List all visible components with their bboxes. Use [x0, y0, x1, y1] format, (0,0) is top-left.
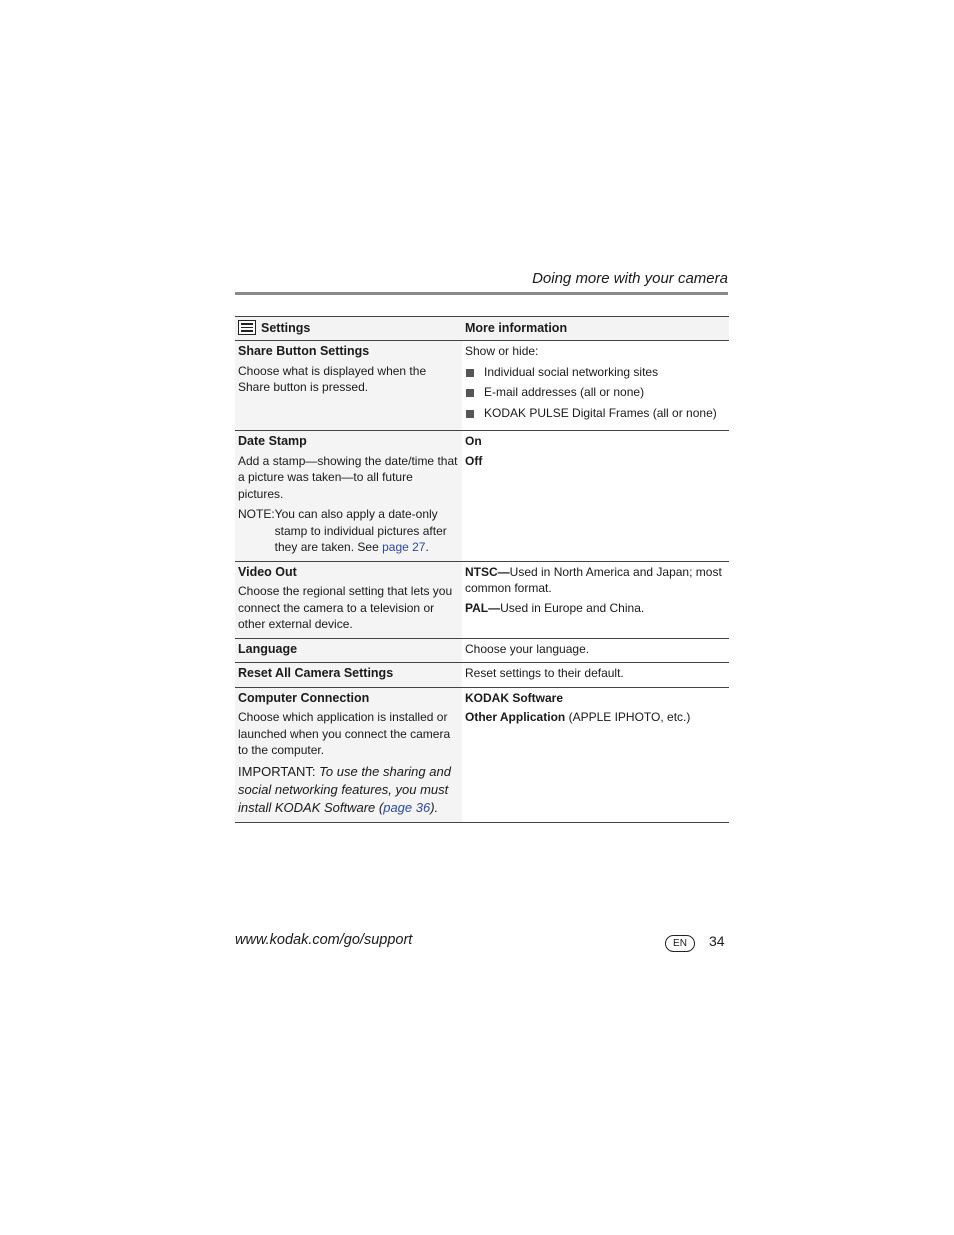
setting-cell — [235, 341, 462, 431]
option-label: PAL— — [465, 600, 501, 615]
settings-column-header — [235, 317, 462, 341]
table-row — [235, 561, 729, 638]
support-url[interactable]: www.kodak.com/go/support — [235, 932, 413, 948]
important-note — [238, 763, 459, 817]
setting-cell — [235, 561, 462, 638]
setting-cell — [235, 687, 462, 822]
note-label: NOTE: — [238, 507, 275, 521]
page-link[interactable]: page 36 — [383, 799, 431, 815]
note-end: . — [425, 540, 429, 554]
setting-title: Date Stamp — [238, 434, 307, 448]
setting-title: Video Out — [238, 564, 297, 579]
setting-description: Add a stamp—showing the date/time that a picture was taken—to all future pictures. — [238, 453, 458, 501]
table-header-row — [235, 317, 729, 341]
list-item: Individual social networking sites — [465, 364, 726, 381]
bullet-list — [465, 364, 726, 422]
setting-title: Reset All Camera Settings — [238, 666, 394, 680]
option-ntsc — [465, 564, 726, 597]
important-end: ). — [430, 799, 439, 815]
setting-title: Share Button Settings — [238, 344, 370, 358]
info-column-header: More information — [462, 317, 729, 341]
option-label: Other Application — [465, 710, 566, 724]
list-item: E-mail addresses (all or none) — [465, 384, 726, 401]
info-cell — [462, 687, 729, 822]
table-row — [235, 431, 729, 562]
important-text: To use the sharing and social networking features, you must install KODAK Software ( — [238, 763, 451, 815]
setting-description: Choose the regional setting that lets you connect the camera to a television or other external device. — [238, 584, 453, 631]
info-cell — [462, 663, 729, 688]
option-off: Off — [465, 453, 483, 468]
page-number: 34 — [709, 933, 725, 949]
setting-title: Computer Connection — [238, 690, 370, 705]
note-body — [275, 506, 459, 556]
note-text: You can also apply a date-only stamp to individual pictures after they are taken. See — [274, 507, 447, 554]
option-other-application — [465, 709, 726, 726]
page-section-title: Doing more with your camera — [532, 270, 728, 287]
settings-column-label: Settings — [261, 321, 311, 336]
language-badge: EN — [665, 935, 695, 952]
info-cell — [462, 638, 729, 663]
setting-description: Choose which application is installed or launched when you connect the camera to the computer. — [238, 710, 451, 757]
option-kodak-software: KODAK Software — [465, 690, 564, 705]
note — [238, 506, 459, 556]
settings-menu-icon — [238, 320, 256, 335]
setting-title: Language — [238, 641, 298, 656]
info-text: Choose your language. — [465, 641, 590, 656]
option-text: Used in Europe and China. — [500, 600, 645, 615]
option-on: On — [465, 434, 482, 448]
info-cell — [462, 431, 729, 562]
setting-cell — [235, 431, 462, 562]
info-cell — [462, 561, 729, 638]
settings-table — [235, 316, 729, 823]
option-text: (APPLE IPHOTO, etc.) — [568, 710, 691, 724]
info-text: Reset settings to their default. — [465, 666, 624, 680]
table-row — [235, 687, 729, 822]
info-intro: Show or hide: — [465, 344, 539, 358]
header-rule — [235, 292, 728, 295]
setting-cell — [235, 663, 462, 688]
setting-cell — [235, 638, 462, 663]
option-pal — [465, 600, 726, 617]
option-text: Used in North America and Japan; most common format. — [465, 564, 722, 595]
table-row — [235, 663, 729, 688]
setting-description: Choose what is displayed when the Share button is pressed. — [238, 363, 427, 394]
option-label: NTSC— — [465, 564, 510, 579]
info-cell — [462, 341, 729, 431]
table-row — [235, 638, 729, 663]
important-label: IMPORTANT: — [238, 763, 316, 779]
page-link[interactable]: page 27 — [382, 540, 426, 554]
table-row — [235, 341, 729, 431]
list-item: KODAK PULSE Digital Frames (all or none) — [465, 405, 726, 422]
